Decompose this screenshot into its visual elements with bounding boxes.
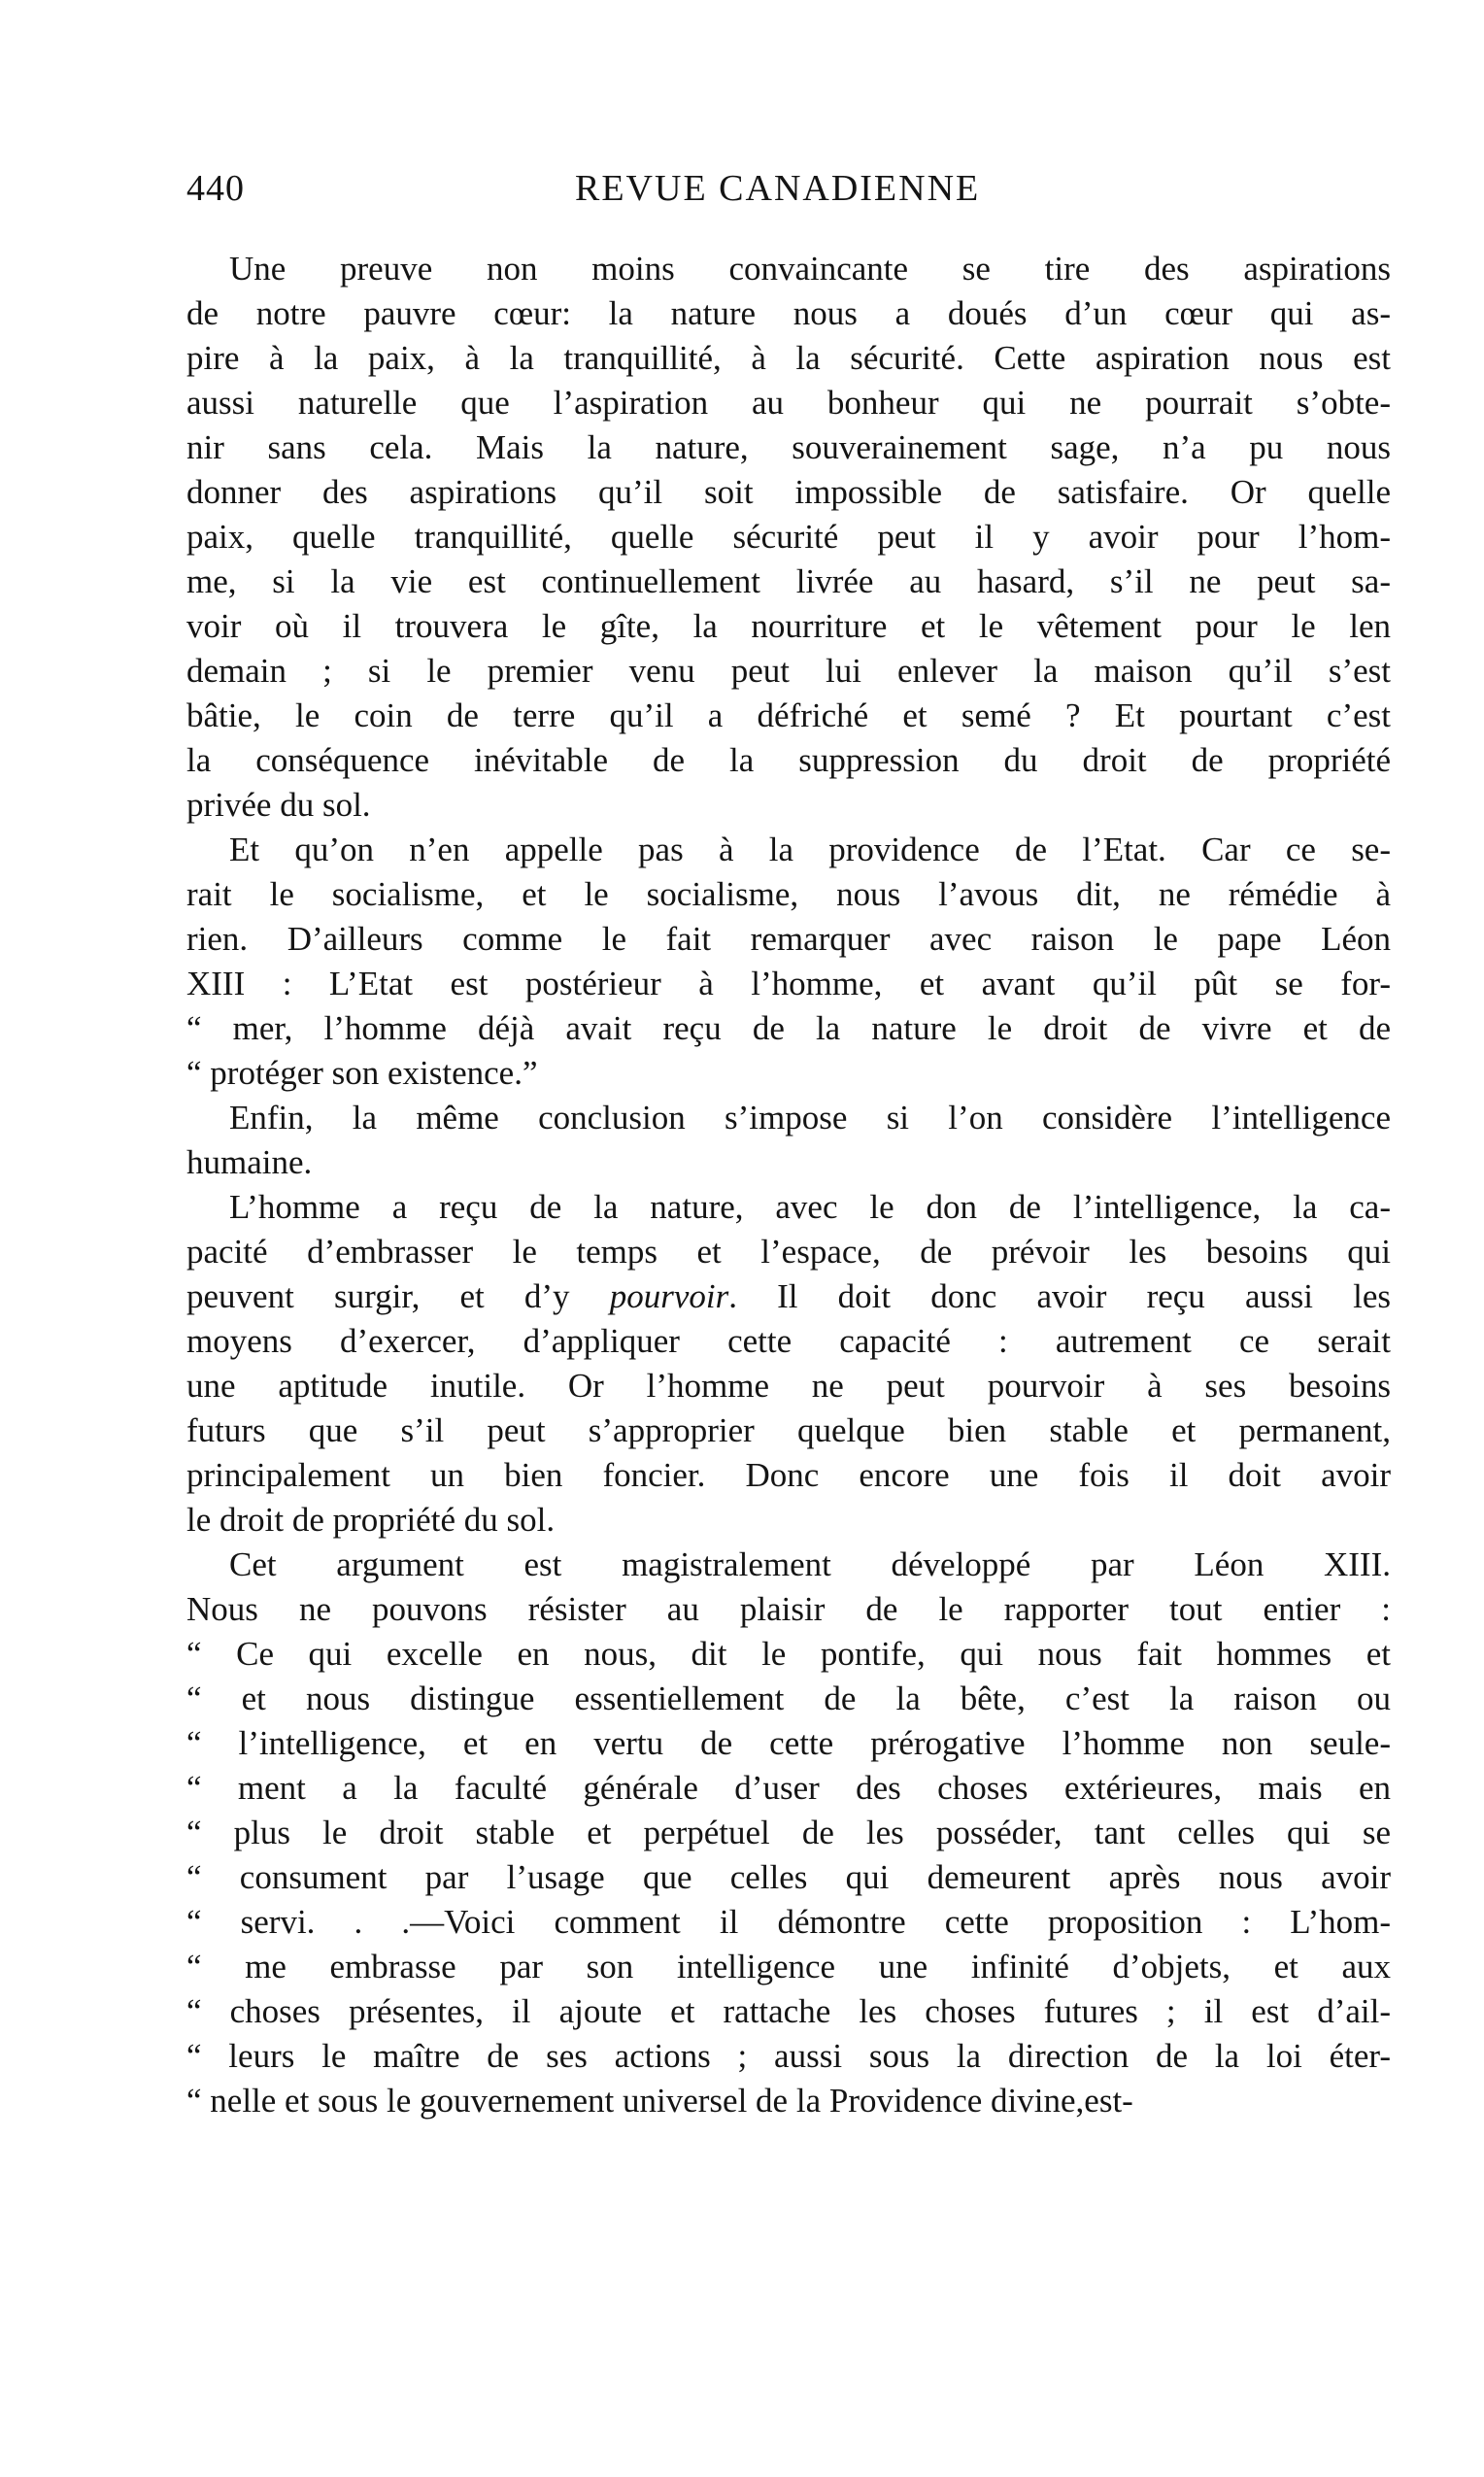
text-line: donner des aspirations qu’il soit impossible de satisfaire. Or quelle (186, 473, 1391, 511)
text-line: rien. D’ailleurs comme le fait remarquer avec raison le pape Léon (186, 920, 1391, 958)
paragraph (186, 828, 1391, 1096)
text-line: moyens d’exercer, d’appliquer cette capacité : autrement ce serait (186, 1322, 1391, 1360)
text-line: une aptitude inutile. Or l’homme ne peut pourvoir à ses besoins (186, 1367, 1391, 1405)
paragraph (186, 1543, 1391, 2123)
text-line: la conséquence inévitable de la suppression du droit de propriété (186, 741, 1391, 779)
text-line: “ plus le droit stable et perpétuel de les posséder, tant celles qui se (186, 1814, 1391, 1851)
text-line: “ et nous distingue essentiellement de la bête, c’est la raison ou (186, 1680, 1391, 1717)
text-line: voir où il trouvera le gîte, la nourriture et le vêtement pour le len (186, 607, 1391, 645)
text-line: “ l’intelligence, et en vertu de cette prérogative l’homme non seule- (186, 1724, 1391, 1762)
text-line: Nous ne pouvons résister au plaisir de le rapporter tout entier : (186, 1590, 1391, 1628)
text-line: Et qu’on n’en appelle pas à la providence de l’Etat. Car ce se- (229, 831, 1391, 868)
text-line: pacité d’embrasser le temps et l’espace, de prévoir les besoins qui (186, 1233, 1391, 1271)
text-line: “ ment a la faculté générale d’user des choses extérieures, mais en (186, 1769, 1391, 1807)
text-line: Une preuve non moins convaincante se tire des aspirations (229, 250, 1391, 288)
paragraph (186, 247, 1391, 828)
text-line: Cet argument est magistralement développé par Léon XIII. (229, 1545, 1391, 1583)
text-line: demain ; si le premier venu peut lui enlever la maison qu’il s’est (186, 652, 1391, 690)
text-line: “ me embrasse par son intelligence une infinité d’objets, et aux (186, 1948, 1391, 1985)
text-line: peuvent surgir, et d’y pourvoir. Il doit donc avoir reçu aussi les (186, 1277, 1391, 1315)
text-line: nir sans cela. Mais la nature, souverainement sage, n’a pu nous (186, 428, 1391, 466)
text-line: futurs que s’il peut s’approprier quelque bien stable et permanent, (186, 1411, 1391, 1449)
text-line: pire à la paix, à la tranquillité, à la sécurité. Cette aspiration nous est (186, 339, 1391, 377)
text-line: “ protéger son existence.” (186, 1054, 538, 1092)
text-line: bâtie, le coin de terre qu’il a défriché et semé ? Et pourtant c’est (186, 696, 1391, 734)
page-header (186, 167, 1391, 212)
text-line: “ Ce qui excelle en nous, dit le pontife, qui nous fait hommes et (186, 1635, 1391, 1673)
body-text (186, 247, 1391, 2123)
text-line: “ nelle et sous le gouvernement universel de la Providence divine,est- (186, 2082, 1133, 2120)
text-line: privée du sol. (186, 786, 371, 824)
page-number: 440 (186, 168, 245, 209)
running-title: REVUE CANADIENNE (575, 168, 981, 209)
paragraph (186, 1185, 1391, 1543)
paragraph (186, 1096, 1391, 1185)
text-line: “ leurs le maître de ses actions ; aussi sous la direction de la loi éter- (186, 2037, 1391, 2075)
text-line: XIII : L’Etat est postérieur à l’homme, et avant qu’il pût se for- (186, 965, 1391, 1002)
text-line: humaine. (186, 1143, 313, 1181)
italic-word: pourvoir (609, 1277, 729, 1315)
text-line: rait le socialisme, et le socialisme, nous l’avous dit, ne rémédie à (186, 875, 1391, 913)
text-line: “ mer, l’homme déjà avait reçu de la nature le droit de vivre et de (186, 1009, 1391, 1047)
text-line: me, si la vie est continuellement livrée au hasard, s’il ne peut sa- (186, 562, 1391, 600)
text-line: paix, quelle tranquillité, quelle sécurité peut il y avoir pour l’hom- (186, 518, 1391, 556)
text-line: aussi naturelle que l’aspiration au bonheur qui ne pourrait s’obte- (186, 384, 1391, 422)
text-line: de notre pauvre cœur: la nature nous a doués d’un cœur qui as- (186, 294, 1391, 332)
text-line: L’homme a reçu de la nature, avec le don de l’intelligence, la ca- (229, 1188, 1391, 1226)
text-line: Enfin, la même conclusion s’impose si l’on considère l’intelligence (229, 1099, 1391, 1137)
text-line: “ consument par l’usage que celles qui demeurent après nous avoir (186, 1858, 1391, 1896)
text-line: le droit de propriété du sol. (186, 1501, 556, 1539)
text-line: “ choses présentes, il ajoute et rattache les choses futures ; il est d’ail- (186, 1992, 1391, 2030)
text-line: “ servi. . .—Voici comment il démontre cette proposition : L’hom- (186, 1903, 1391, 1941)
text-line: principalement un bien foncier. Donc encore une fois il doit avoir (186, 1456, 1391, 1494)
